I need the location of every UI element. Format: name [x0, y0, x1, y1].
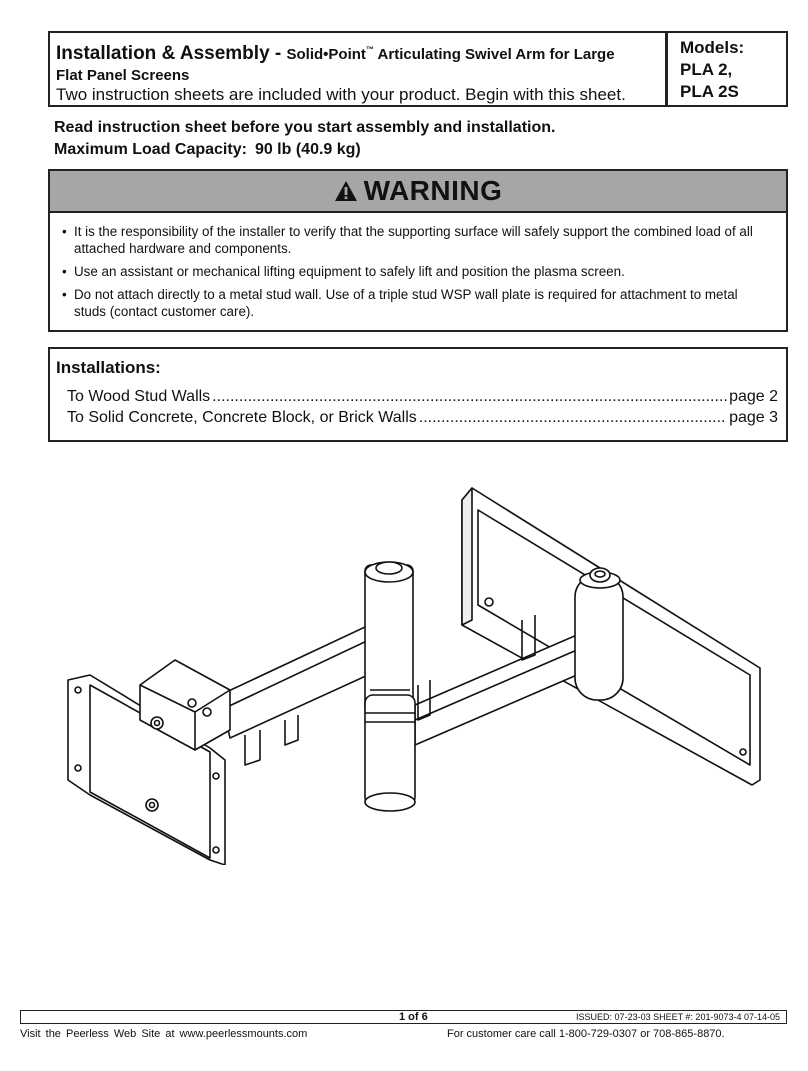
- model-pla-2s: PLA 2S: [680, 82, 739, 101]
- toc-leader: [212, 386, 727, 407]
- header-title-block: [50, 33, 668, 105]
- model-pla-2: PLA 2,: [680, 60, 733, 79]
- website-note: Visit the Peerless Web Site at www.peerlessmounts.com: [20, 1028, 308, 1040]
- warning-list: [50, 213, 786, 320]
- toc-entry: [56, 386, 786, 407]
- load-capacity: [54, 140, 361, 160]
- warning-item: • Use an assistant or mechanical lifting equipment to safely lift and position the plasma screen.: [62, 263, 766, 280]
- customer-care-note: For customer care call 1-800-729-0307 or 708-865-8870.: [447, 1028, 725, 1040]
- issued-info: ISSUED: 07-23-03 SHEET #: 201-9073-4 07-14-05: [576, 1012, 780, 1022]
- adapter-hub: [575, 575, 623, 700]
- installations-title: Installations:: [56, 358, 161, 377]
- models-block: [680, 37, 744, 103]
- header-box: [48, 31, 788, 107]
- toc-label: To Wood Stud Walls: [67, 388, 211, 405]
- document-title: Installation & Assembly - Solid•Point™ Articulating Swivel Arm for Large: [56, 43, 615, 64]
- warning-header: [50, 171, 786, 213]
- read-notice: Read instruction sheet before you start assembly and installation.: [54, 119, 556, 136]
- warning-item: • It is the responsibility of the installer to verify that the supporting surface will safely support the combined load of all attached hardware and components.: [62, 223, 766, 257]
- pivot-column-upper: [365, 565, 413, 715]
- load-label: Maximum Load Capacity:: [54, 141, 247, 158]
- toc-label: To Solid Concrete, Concrete Block, or Brick Walls: [67, 409, 417, 426]
- document-title-line2: Flat Panel Screens: [56, 67, 190, 84]
- trademark-symbol: ™: [365, 45, 374, 54]
- pivot-column-lower: [365, 695, 415, 805]
- toc-entry: [56, 407, 786, 428]
- footer-bar: [20, 1010, 787, 1024]
- warning-box: [48, 169, 788, 332]
- warning-title: WARNING: [363, 175, 503, 206]
- models-label: Models:: [680, 38, 745, 57]
- toc-page: page 3: [729, 409, 778, 426]
- toc-page: page 2: [729, 388, 778, 405]
- swivel-arm-illustration: [60, 480, 790, 865]
- page-number: 1 of 6: [399, 1011, 428, 1023]
- toc-leader: [419, 407, 727, 428]
- warning-triangle-icon: [334, 179, 358, 203]
- sheet-note: Two instruction sheets are included with your product. Begin with this sheet.: [56, 85, 626, 104]
- warning-item: • Do not attach directly to a metal stud wall. Use of a triple stud WSP wall plate is required for attachment to metal studs (contact customer care).: [62, 286, 766, 320]
- installations-box: [48, 347, 788, 442]
- product-name: Solid•Point: [286, 46, 366, 63]
- load-value: 90 lb (40.9 kg): [254, 141, 361, 158]
